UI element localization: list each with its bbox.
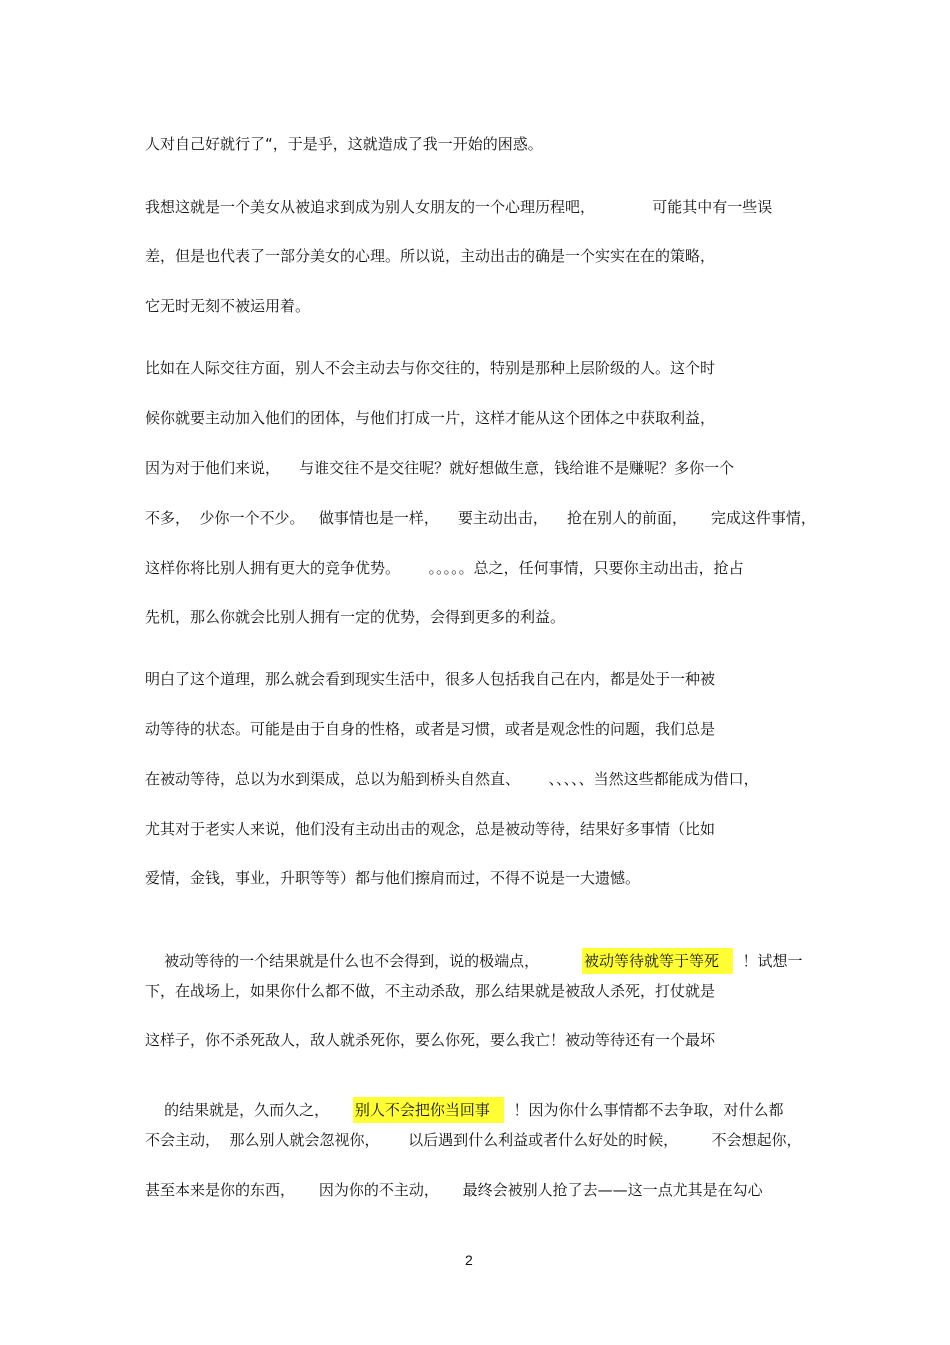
text-line: 这样你将比别人拥有更大的竞争优势。 。。。。。总之，任何事情，只要你主动出击，抢占 — [145, 559, 744, 577]
text-line: 比如在人际交往方面，别人不会主动去与你交往的，特别是那种上层阶级的人。这个时 — [145, 359, 716, 377]
text-line: 差，但是也代表了一部分美女的心理。所以说，主动出击的确是一个实实在在的策略， — [145, 247, 716, 265]
text-line: 被动等待的一个结果就是什么也不会得到，说的极端点， 被动等待就等于等死 ！试想一 — [145, 931, 803, 991]
text-line: 候你就要主动加入他们的团体，与他们打成一片，这样才能从这个团体之中获取利益， — [145, 409, 716, 427]
text-line: 不多， 少你一个不少。 做事情也是一样， 要主动出击， 抢在别人的前面， 完成这件事情， — [145, 509, 816, 527]
text-line: 我想这就是一个美女从被追求到成为别人女朋友的一个心理历程吧， 可能其中有一些误 — [145, 198, 773, 216]
text-line: 动等待的状态。可能是由于自身的性格，或者是习惯，或者是观念性的问题，我们总是 — [145, 720, 716, 738]
highlighted-phrase: 别人不会把你当回事 — [353, 1097, 504, 1123]
text-line: 这样子，你不杀死敌人，敌人就杀死你，要么你死，要么我亡！被动等待还有一个最坏 — [145, 1031, 716, 1049]
text-line: 因为对于他们来说， 与谁交往不是交往呢？就好想做生意，钱给谁不是赚呢？多你一个 — [145, 459, 735, 477]
text-line: 的结果就是，久而久之， 别人不会把你当回事 ！因为你什么事情都不去争取，对什么都 — [145, 1080, 783, 1140]
text-line: 先机，那么你就会比别人拥有一定的优势，会得到更多的利益。 — [145, 608, 566, 626]
text-line: 在被动等待，总以为水到渠成，总以为船到桥头自然直、 、、、、、当然这些都能成为借口， — [145, 770, 759, 788]
text-line: 不会主动， 那么别人就会忽视你， 以后遇到什么利益或者什么好处的时候， 不会想起你， — [145, 1131, 802, 1149]
text-line: 人对自己好就行了“，于是乎，这就造成了我一开始的困惑。 — [145, 135, 543, 153]
text-line: 甚至本来是你的东西， 因为你的不主动， 最终会被别人抢了去——这一点尤其是在勾心 — [145, 1181, 763, 1199]
page-number: 2 — [465, 1252, 473, 1268]
text-line: 爱情，金钱，事业，升职等等）都与他们擦肩而过，不得不说是一大遗憾。 — [145, 869, 641, 887]
highlighted-phrase: 被动等待就等于等死 — [582, 948, 733, 974]
text-line: 它无时无刻不被运用着。 — [145, 297, 311, 315]
text-line: 明白了这个道理，那么就会看到现实生活中，很多人包括我自己在内，都是处于一种被 — [145, 670, 716, 688]
text-line: 下，在战场上，如果你什么都不做，不主动杀敌，那么结果就是被敌人杀死，打仗就是 — [145, 982, 716, 1000]
text-line: 尤其对于老实人来说，他们没有主动出击的观念，总是被动等待，结果好多事情（比如 — [145, 820, 716, 838]
